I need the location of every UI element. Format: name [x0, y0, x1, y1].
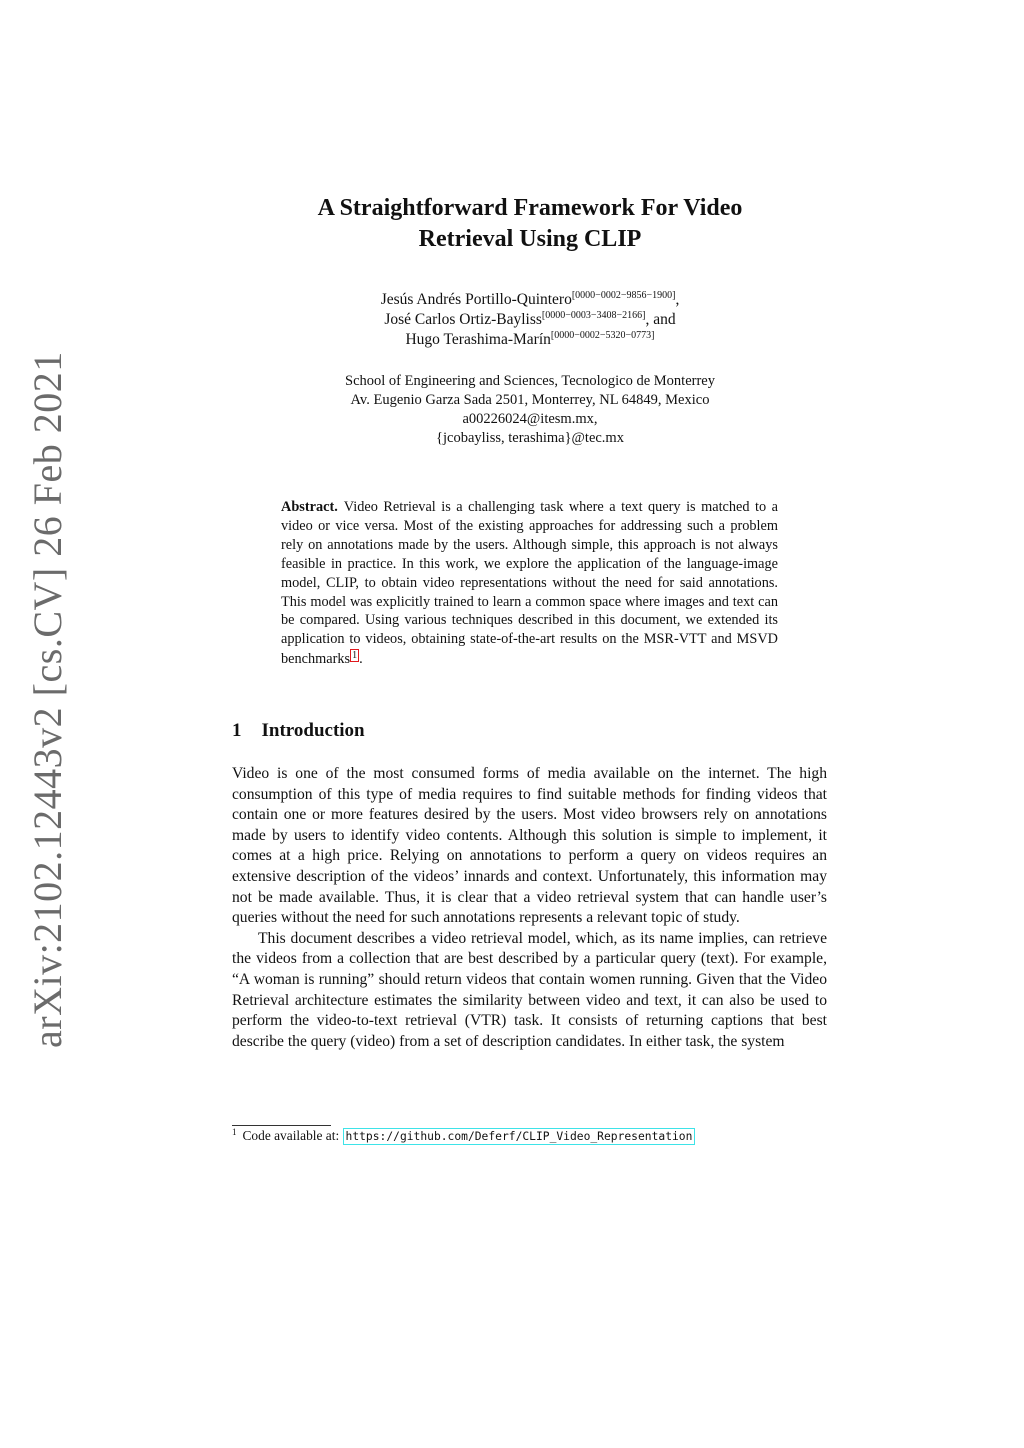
paragraph-1: Video is one of the most consumed forms of media available on the internet. The high consumption of this type of media requires to find suitable methods for finding videos that contain one or more features desired by the users. Most video browsers rely on annotations made by users to identify video contents. Although this solution is simple to implement, it comes at a high price. Relying on annotations to perform a query on videos requires an extensive description of the videos’ innards and context. Unfortunately, this information may not be made available. Thus, it is clear that a video retrieval system that can handle user’s queries without the need for such annotations represents a relevant topic of study.	[232, 765, 827, 927]
footnote-reference[interactable]: 1	[352, 650, 358, 662]
title-line-1: A Straightforward Framework For Video	[317, 195, 743, 221]
author-3: Hugo Terashima-Marín[0000−0002−5320−0773]	[405, 330, 655, 348]
email-1: a00226024@itesm.mx,	[462, 411, 598, 427]
orcid-1: [0000−0002−9856−1900]	[571, 290, 676, 301]
author-2: José Carlos Ortiz-Bayliss[0000−0003−3408−2166], and	[384, 310, 676, 328]
abstract: Abstract. Video Retrieval is a challenging task where a text query is matched to a video or vice versa. Most of the existing approaches for addressing such a problem rely on annotations made by the users. Although simple, this approach is not always feasible in practice. In this work, we explore the application of the language-image model, CLIP, to obtain video representations without the need for said annotations. This model was explicitly trained to learn a common space where images and text can be compared. Using various techniques described in this document, we extended its application to videos, obtaining state-of-the-art results on the MSR-VTT and MSVD benchmarks 1 .	[281, 499, 778, 668]
abstract-text: Video Retrieval is a challenging task where a text query is matched to a video or vice versa. Most of the existing approaches for addressing such a problem rely on annotations made by the users. Although simple, this approach is not always feasible in practice. In this work, we explore the application of the language-image model, CLIP, to obtain video representations without the need for said annotations. This model was explicitly trained to learn a common space where images and text can be compared. Using various techniques described in this document, we extended its application to videos, obtaining state-of-the-art results on the MSR-VTT and MSVD benchmarks	[281, 499, 778, 668]
paragraph-2: This document describes a video retrieval model, which, as its name implies, can retrieve the videos from a collection that are best described by a particular query (text). For example, “A woman is running” should return videos that contain women running. Given that the Video Retrieval architecture estimates the similarity between video and text, it can also be used to perform the video-to-text retrieval (VTR) task. It consists of returning captions that best describe the query (video) from a set of description candidates. In either task, the system	[232, 929, 827, 1050]
footnote	[232, 1127, 695, 1146]
affiliation	[232, 372, 828, 448]
section-number: 1	[232, 720, 242, 741]
affiliation-line-2: Av. Eugenio Garza Sada 2501, Monterrey, NL 64849, Mexico	[350, 392, 710, 408]
title-line-2: Retrieval Using CLIP	[418, 226, 642, 252]
section-title: Introduction	[261, 720, 365, 741]
section-heading	[232, 720, 365, 742]
affiliation-line-1: School of Engineering and Sciences, Tecnologico de Monterrey	[345, 373, 715, 389]
footnote-number: 1	[232, 1127, 237, 1137]
email-2: {jcobayliss, terashima}@tec.mx	[436, 430, 624, 446]
arxiv-identifier: arXiv:2102.12443v2 [cs.CV] 26 Feb 2021	[25, 351, 70, 1048]
paper-title	[232, 193, 828, 255]
abstract-label: Abstract.	[281, 499, 338, 515]
section-body	[232, 764, 827, 1052]
author-list	[232, 290, 828, 350]
orcid-3: [0000−0002−5320−0773]	[550, 330, 655, 341]
orcid-2: [0000−0003−3408−2166]	[541, 310, 646, 321]
footnote-divider	[232, 1125, 331, 1126]
code-link[interactable]: https://github.com/Deferf/CLIP_Video_Representation	[343, 1128, 696, 1145]
footnote-text: Code available at:	[242, 1128, 340, 1143]
author-1: Jesús Andrés Portillo-Quintero[0000−0002−9856−1900],	[380, 290, 680, 308]
